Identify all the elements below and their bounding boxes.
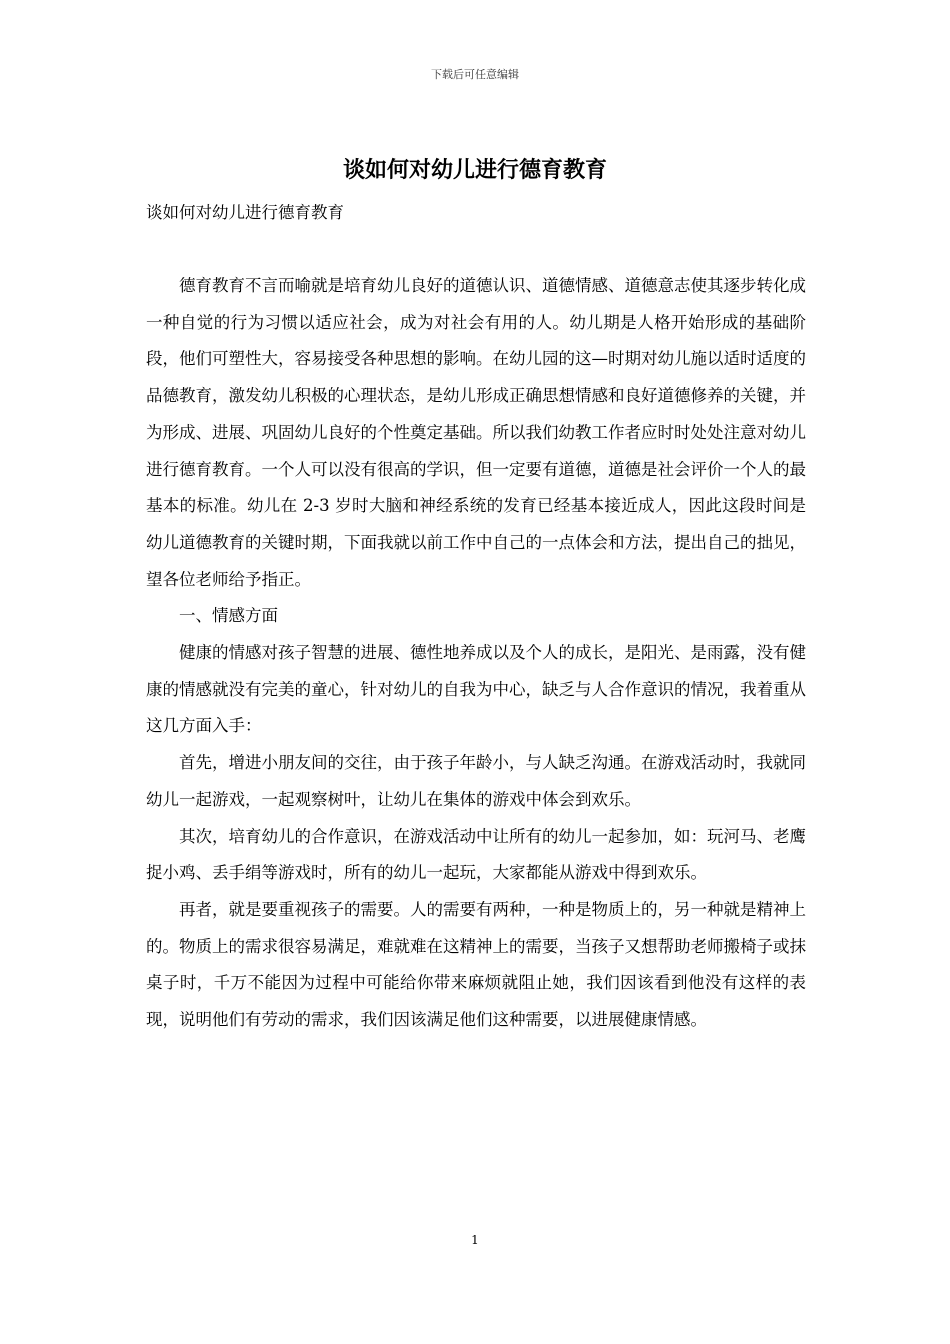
section-heading-emotion: 一、情感方面 <box>179 606 278 626</box>
header-note: 下载后可任意编辑 <box>431 68 519 81</box>
paragraph-first: 首先，增进小朋友间的交往，由于孩子年龄小，与人缺乏沟通。在游戏活动时，我就同幼儿一起游戏，一起观察树叶，让幼儿在集体的游戏中体会到欢乐。 <box>146 753 806 809</box>
paragraph-intro: 德育教育不言而喻就是培育幼儿良好的道德认识、道德情感、道德意志使其逐步转化成一种自觉的行为习惯以适应社会，成为对社会有用的人。幼儿期是人格开始形成的基础阶段，他们可塑性大，容易接受各种思想的影响。在幼儿园的这—时期对幼儿施以适时适度的品德教育，激发幼儿积极的心理状态，是幼儿形成正确思想情感和良好道德修养的关键，并为形成、进展、巩固幼儿良好的个性奠定基础。所以我们幼教工作者应时时处处注意对幼儿进行德育教育。一个人可以没有很高的学识，但一定要有道德，道德是社会评价一个人的最基本的标准。幼儿在 2-3 岁时大脑和神经系统的发育已经基本接近成人，因此这段时间是幼儿道德教育的关键时期，下面我就以前工作中自己的一点体会和方法，提出自己的拙见，望各位老师给予指正。 <box>146 276 806 589</box>
paragraph-third: 再者，就是要重视孩子的需要。人的需要有两种，一种是物质上的，另一种就是精神上的。物质上的需求很容易满足，难就难在这精神上的需要，当孩子又想帮助老师搬椅子或抹桌子时，千万不能因为过程中可能给你带来麻烦就阻止她，我们因该看到他没有这样的表现，说明他们有劳动的需求，我们因该满足他们这种需要，以进展健康情感。 <box>146 899 806 1030</box>
paragraph-emotion-overview: 健康的情感对孩子智慧的进展、德性地养成以及个人的成长，是阳光、是雨露，没有健康的情感就没有完美的童心，针对幼儿的自我为中心，缺乏与人合作意识的情况，我着重从这几方面入手： <box>146 643 806 736</box>
document-subtitle: 谈如何对幼儿进行德育教育 <box>146 203 344 222</box>
document-body <box>146 268 806 1039</box>
document-title: 谈如何对幼儿进行德育教育 <box>342 157 607 183</box>
paragraph-second: 其次，培育幼儿的合作意识，在游戏活动中让所有的幼儿一起参加，如：玩河马、老鹰捉小鸡、丢手绢等游戏时，所有的幼儿一起玩，大家都能从游戏中得到欢乐。 <box>146 826 806 883</box>
page-number: 1 <box>471 1233 479 1247</box>
